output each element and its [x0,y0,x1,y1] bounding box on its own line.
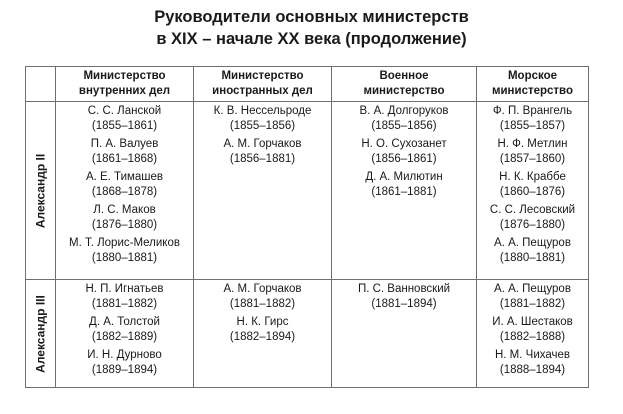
cell-interior [56,280,194,388]
minister-entry [479,348,586,378]
minister-name: С. С. Лесовский [489,204,576,216]
minister-name: П. С. Ванновский [357,283,451,295]
ministries-table [25,66,589,388]
minister-name: А. Е. Тимашев [85,171,164,183]
minister-entry [58,315,191,345]
minister-name: И. Н. Дурново [87,349,162,361]
minister-years: (1860–1876) [499,186,566,198]
minister-name: А. М. Горчаков [223,283,302,295]
minister-entry [479,170,586,200]
header-interior [56,67,194,102]
minister-name: Д. А. Толстой [89,316,160,328]
ruler-cell [26,280,56,388]
minister-years: (1889–1894) [91,364,158,376]
minister-entry [334,170,474,200]
header-row [26,67,589,102]
minister-entry [58,203,191,233]
minister-entry [58,348,191,378]
minister-name: А. М. Горчаков [223,138,302,150]
minister-years: (1855–1861) [91,120,158,132]
minister-years: (1855–1856) [371,120,437,132]
minister-entry [334,137,474,167]
minister-years: (1888–1894) [499,364,566,376]
cell-war [332,280,477,388]
minister-name: М. Т. Лорис-Меликов [69,237,180,249]
minister-years: (1876–1880) [499,219,566,231]
minister-entry [196,315,329,345]
minister-name: Н. К. Краббе [499,171,566,183]
minister-years: (1855–1857) [499,120,566,132]
minister-years: (1881–1894) [371,298,437,310]
minister-entry [196,104,329,134]
minister-years: (1882–1888) [499,331,566,343]
minister-years: (1882–1889) [91,331,158,343]
minister-entry [334,282,474,312]
minister-years: (1856–1861) [371,153,437,165]
header-foreign [194,67,332,102]
minister-entry [196,137,329,167]
minister-years: (1881–1882) [229,298,296,310]
minister-years: (1881–1882) [499,298,566,310]
header-line: Морское [507,70,558,82]
minister-years: (1855–1856) [229,120,296,132]
header-line: министерство [363,85,445,97]
minister-entry [479,236,586,266]
minister-entry [479,137,586,167]
minister-entry [479,104,586,134]
header-line: Военное [379,70,429,82]
minister-name: Н. Ф. Метлин [497,138,568,150]
header-line: иностранных дел [212,85,313,97]
minister-name: А. А. Пещуров [494,283,571,295]
minister-entry [58,170,191,200]
minister-name: Ф. П. Врангель [492,105,573,117]
cell-war [332,102,477,280]
minister-name: Н. О. Сухозанет [361,138,447,150]
minister-name: Н. М. Чихачев [494,349,570,361]
page-title [0,6,623,50]
minister-entry [479,203,586,233]
minister-years: (1857–1860) [499,153,566,165]
header-line: внутренних дел [78,85,171,97]
table-row-alexander-2 [26,102,589,280]
minister-years: (1861–1868) [91,153,158,165]
minister-entry [58,282,191,312]
minister-years: (1880–1881) [499,252,566,264]
minister-entry [196,282,329,312]
minister-name: К. В. Нессельроде [213,105,312,117]
minister-name: Д. А. Милютин [365,171,443,183]
title-line-2: в XIX – начале XX века (продолжение) [156,30,467,48]
minister-entry [58,104,191,134]
minister-name: И. А. Шестаков [492,316,573,328]
cell-foreign [194,280,332,388]
minister-entry [58,137,191,167]
minister-name: П. А. Валуев [90,138,159,150]
table-row-alexander-3 [26,280,589,388]
header-line: Министерство [83,70,166,82]
minister-years: (1880–1881) [91,252,158,264]
ruler-label: Александр II [33,153,47,228]
minister-entry [479,315,586,345]
minister-years: (1861–1881) [371,186,437,198]
title-line-1: Руководители основных министерств [154,8,469,26]
header-line: министерство [491,85,573,97]
minister-name: Н. П. Игнатьев [85,283,164,295]
minister-years: (1876–1880) [91,219,158,231]
cell-foreign [194,102,332,280]
minister-name: Н. К. Гирс [236,316,289,328]
cell-interior [56,102,194,280]
cell-naval [477,102,589,280]
minister-years: (1882–1894) [229,331,296,343]
cell-naval [477,280,589,388]
minister-name: А. А. Пещуров [494,237,571,249]
minister-name: Л. С. Маков [93,204,156,216]
minister-years: (1881–1882) [91,298,158,310]
minister-years: (1856–1881) [229,153,296,165]
minister-name: В. А. Долгоруков [359,105,449,117]
ruler-label: Александр III [33,294,47,373]
minister-name: С. С. Ланской [87,105,162,117]
corner-cell [26,67,56,102]
minister-entry [58,236,191,266]
header-line: Министерство [221,70,304,82]
ruler-cell [26,102,56,280]
minister-years: (1868–1878) [91,186,158,198]
header-war [332,67,477,102]
header-naval [477,67,589,102]
minister-entry [334,104,474,134]
minister-entry [479,282,586,312]
